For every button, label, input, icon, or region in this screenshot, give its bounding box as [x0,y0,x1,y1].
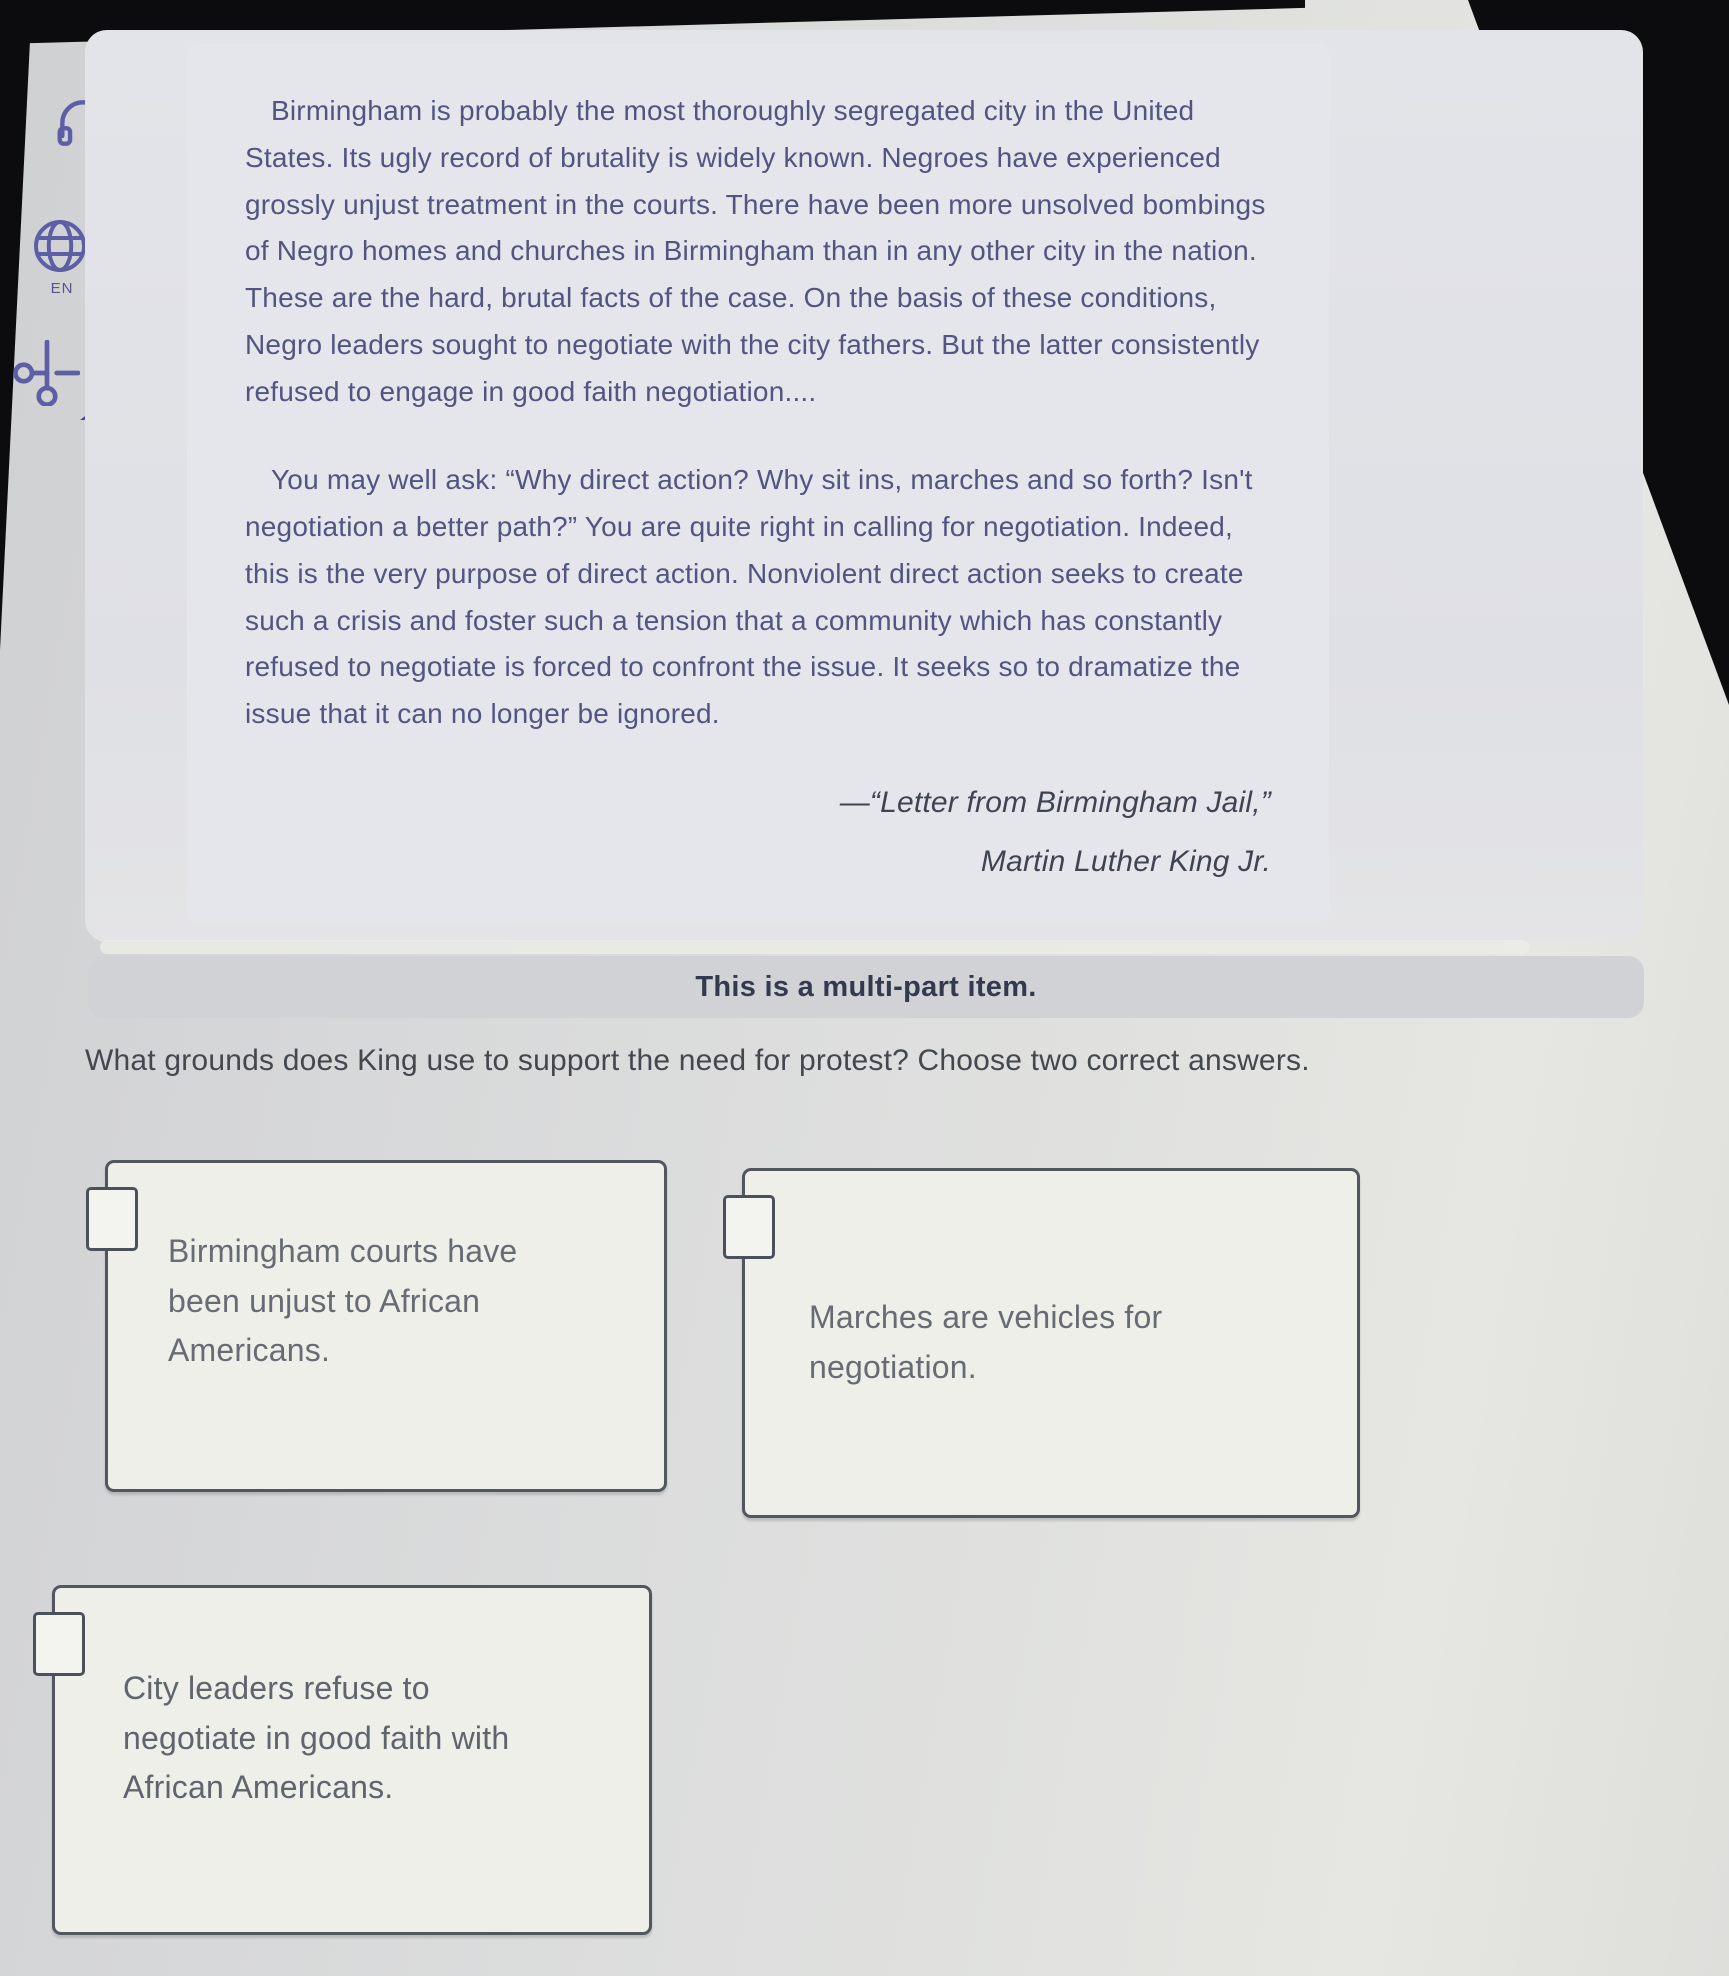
passage-paragraph-2: You may well ask: “Why direct action? Why sit ins, marches and so forth? Isn't negotiation a better path?” You are quite right in calling for negotiation. Indeed, this is the very purpose of direct action. Nonviolent direct action seeks to create such a crisis and foster such a tension that a community which has constantly refused to negotiate is forced to confront the issue. It seeks so to dramatize the issue that it can no longer be ignored. [245,464,1253,729]
choice-1-checkbox[interactable] [86,1187,138,1251]
tools-button[interactable] [14,340,80,406]
passage-card [187,44,1329,922]
translate-button[interactable] [28,214,92,297]
choice-2-checkbox[interactable] [723,1195,775,1259]
scissors-icon [14,340,80,406]
multipart-banner: This is a multi-part item. [88,956,1644,1018]
language-label: EN [50,280,74,297]
passage-panel [85,30,1643,942]
choice-3-label: City leaders refuse to negotiate in good faith with African Americans. [123,1670,510,1806]
choice-card-1[interactable] [105,1160,667,1492]
choice-card-2[interactable] [742,1168,1360,1518]
passage-attribution-author: Martin Luther King Jr. [980,844,1271,878]
panel-divider [100,940,1530,954]
globe-icon [28,214,92,278]
choice-2-label: Marches are vehicles for negotiation. [809,1299,1163,1385]
question-text: What grounds does King use to support the need for protest? Choose two correct answers. [85,1044,1310,1077]
passage-paragraph-1: Birmingham is probably the most thoroughly segregated city in the United States. Its ugly record of brutality is widely known. Negroes have experienced grossly unjust treatment in the courts. There have been more unsolved bombings of Negro homes and churches in Birmingham than in any other city in the nation. These are the hard, brutal facts of the case. On the basis of these conditions, Negro leaders sought to negotiate with the city fathers. But the latter consistently refused to engage in good faith negotiation.... [245,95,1266,407]
choice-3-checkbox[interactable] [33,1612,85,1676]
passage-attribution-title: —“Letter from Birmingham Jail,” [839,785,1271,819]
choice-1-label: Birmingham courts have been unjust to African Americans. [168,1233,518,1369]
choice-card-3[interactable] [52,1585,652,1935]
